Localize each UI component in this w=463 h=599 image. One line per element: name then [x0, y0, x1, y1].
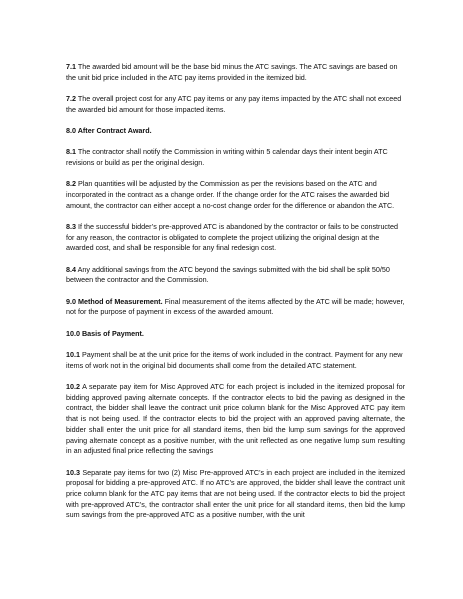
section-number: 8.1 [66, 147, 76, 157]
section-text: The contractor shall notify the Commission in writing within 5 calendar days their intent begin ATC revisions or build as per the original design. [66, 147, 388, 167]
section-number: 8.3 [66, 222, 76, 231]
section-number: 8.2 [66, 179, 76, 189]
section-text: The overall project cost for any ATC pay items or any pay items impacted by the ATC shall not exceed the awarded bid amount for those impacted items. [66, 94, 402, 114]
section-number: 10.3 [66, 467, 80, 477]
section-text: Payment shall be at the unit price for the items of work included in the contract. Payment for any new items of work not in the original bid documents shall come from the detailed ATC statement. [66, 350, 403, 370]
heading-basis-of-payment: 10.0 Basis of Payment. [66, 328, 144, 338]
section-7-1 [66, 62, 405, 83]
section-text: Any additional savings from the ATC beyond the savings submitted with the bid shall be split 50/50 between the contractor and the Commission. [66, 264, 390, 285]
section-number: 7.1 [66, 62, 76, 71]
section-text: If the successful bidder’s pre-approved ATC is abandoned by the contractor or fails to be constructed for any reason, the contractor is obligated to complete the project utilizing the original design at the awarded cost, and shall be responsible for any final redesign cost. [66, 222, 399, 253]
section-8-1 [66, 147, 405, 168]
section-8-2 [66, 179, 405, 211]
section-text: Final measurement of the items affected by the ATC will be made; however, not for the purpose of payment in excess of the awarded amount. [66, 296, 405, 317]
section-8-4 [66, 265, 405, 286]
section-number: 10.2 [66, 382, 80, 391]
heading-after-contract-award: 8.0 After Contract Award. [66, 126, 152, 135]
section-number: 8.4 [66, 264, 76, 274]
section-heading-inline: 9.0 Method of Measurement. [66, 296, 163, 306]
section-10-1 [66, 350, 405, 371]
section-9-0 [66, 297, 405, 318]
section-text: Plan quantities will be adjusted by the Commission as per the revisions based on the ATC and incorporated in the contract as a change order. If the change order for the ATC raises the awarded bid amount, the contractor can either accept a no-cost change order for the difference or abandon the ATC. [66, 179, 395, 210]
section-text: A separate pay item for Misc Approved ATC for each project is included in the itemized proposal for bidding approved paving alternate concepts. If the contractor elects to bid the paving as designed in the contract, the bidder shall leave the contract unit price column blank for the Misc Approved ATC pay item that is not being used. If the contractor elects to bid the project with an approved paving alternate, the bidder shall enter the unit price for all standard items, then bid the lump sum savings for the approved paving alternate concept as a positive number, with the unit reflected as one negative lump sum resulting in an adjusted final price reflecting the savings [66, 382, 405, 456]
section-number: 7.2 [66, 94, 76, 103]
section-8-3 [66, 222, 405, 254]
section-text: The awarded bid amount will be the base bid minus the ATC savings. The ATC savings are based on the unit bid price included in the ATC pay items provided in the itemized bid. [66, 62, 398, 82]
section-number: 10.1 [66, 350, 80, 359]
section-text: Separate pay items for two (2) Misc Pre-approved ATC’s in each project are included in the itemized proposal for bidding a pre-approved ATC. If no ATC’s are approved, the bidder shall leave the contract unit price column blank for the ATC pay items that are not being used. If the contractor elects to bid the project with pre-approved ATC’s, the contractor shall enter the unit price for all standard items, then bid the lump sum savings from the pre-approved ATC as a positive number, with the unit [66, 467, 405, 520]
section-10-2 [66, 382, 405, 457]
section-10-3 [66, 468, 405, 522]
section-7-2 [66, 94, 405, 115]
